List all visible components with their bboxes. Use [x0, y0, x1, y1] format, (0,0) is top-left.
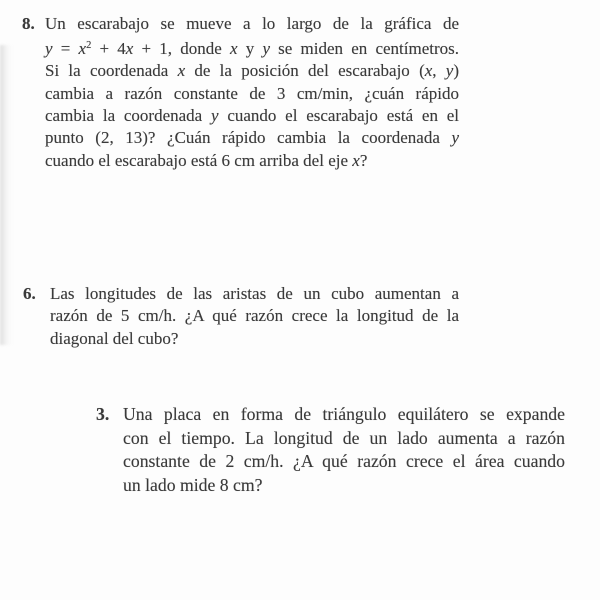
text-line: punto (2, 13)? ¿Cuán rápido cambia la coordenada y [45, 128, 459, 148]
problem-6 [23, 283, 459, 350]
text-line: Un escarabajo se mueve a lo largo de la gráfica de [45, 14, 459, 33]
text-line: $y = x^2 + 4x + 1$, donde x y y se miden en centímetros. [45, 39, 459, 59]
problem-number: 3. [96, 404, 110, 424]
text-line: cambia a razón constante de 3 cm/min, ¿cuán rápido [45, 83, 459, 103]
text-line: constante de 2 cm/h. ¿A qué razón crece el área cuando [123, 451, 565, 472]
problem-8 [22, 13, 459, 172]
problem-3 [96, 403, 565, 497]
text-line: Las longitudes de las aristas de un cubo aumentan a [50, 284, 459, 303]
text-line: cuando el escarabajo está 6 cm arriba del eje x? [45, 150, 368, 170]
scan-artifact-left-edge [0, 45, 13, 345]
text-line: Una placa en forma de triángulo equilátero se expande [123, 404, 565, 424]
problem-body [45, 13, 459, 172]
text-line: cambia la coordenada y cuando el escarabajo está en el [45, 105, 459, 125]
text-line: con el tiempo. La longitud de un lado aumenta a razón [123, 427, 565, 448]
problem-body [50, 283, 459, 350]
problem-number: 6. [23, 284, 36, 303]
problem-body [123, 403, 565, 497]
text-line: diagonal del cubo? [50, 328, 179, 348]
text-line: Si la coordenada x de la posición del escarabajo (x, y) [45, 61, 460, 81]
text-line: un lado mide 8 cm? [123, 474, 263, 495]
text-line: razón de 5 cm/h. ¿A qué razón crece la longitud de la [50, 306, 459, 326]
problem-number: 8. [22, 14, 35, 33]
